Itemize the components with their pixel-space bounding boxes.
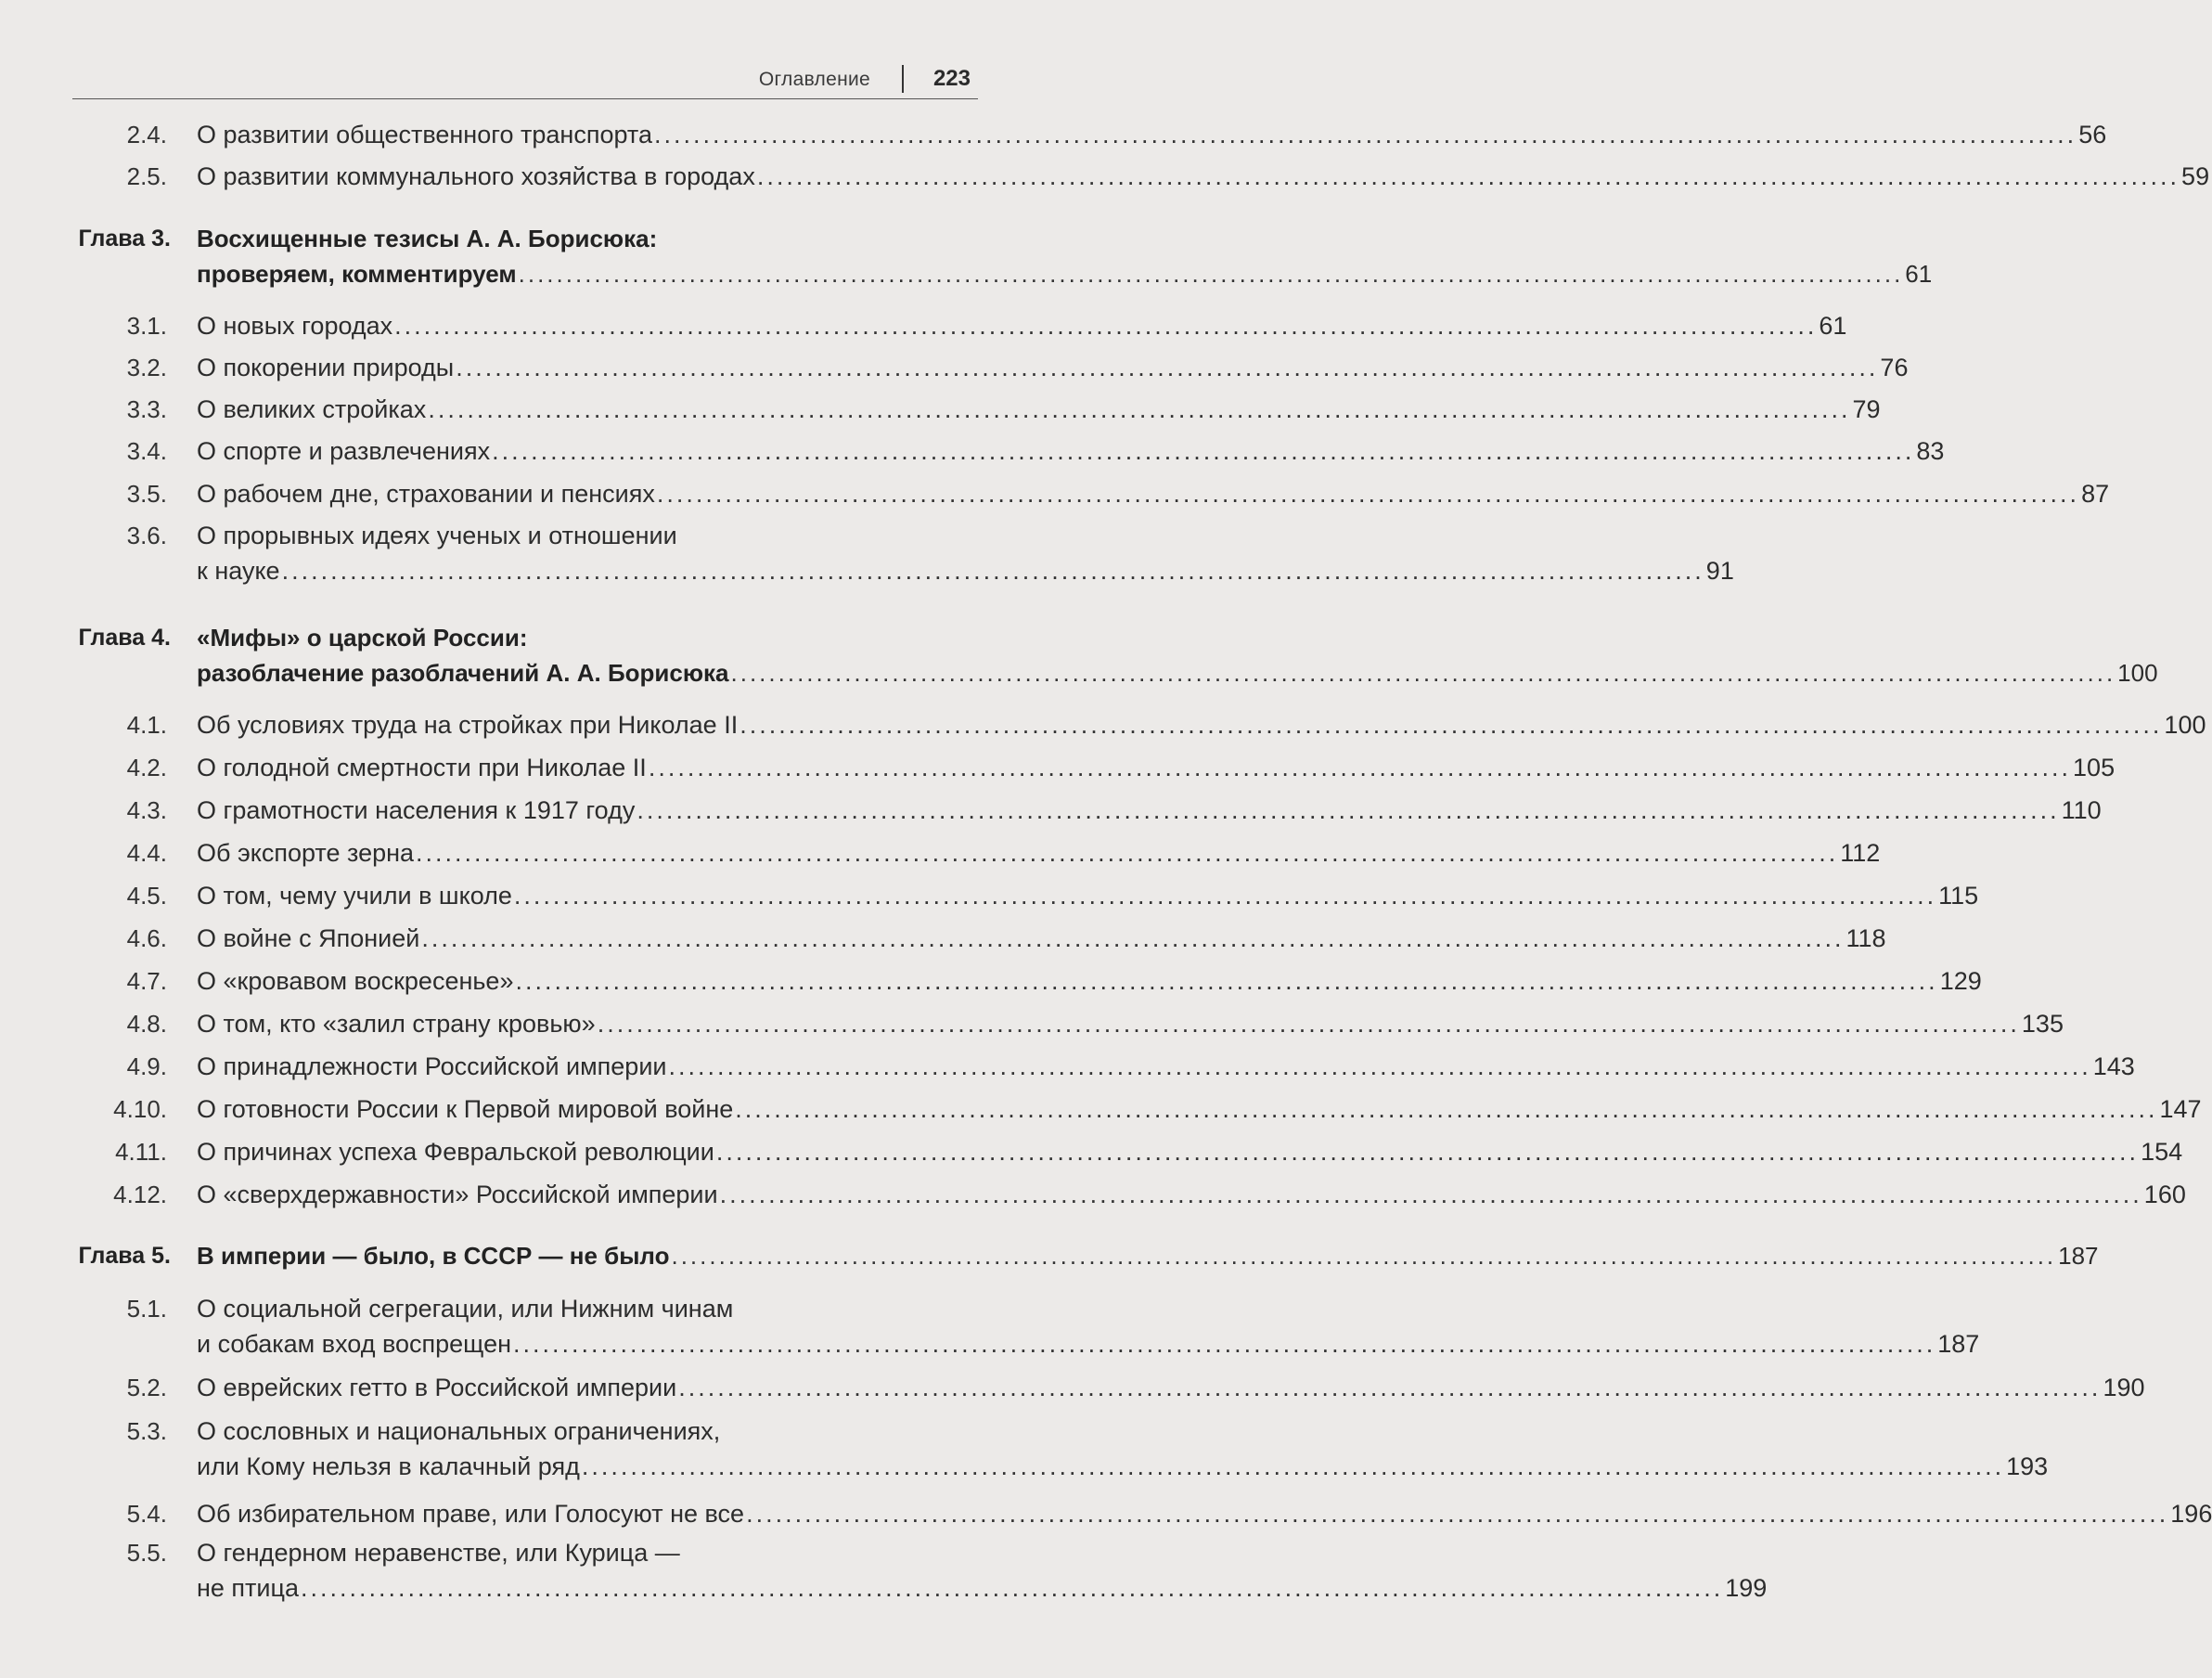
chapter-number: Глава 5. [78,1243,171,1269]
chapter-title-text: разоблачение разоблачений А. А. Борисюка [197,659,729,687]
chapter-title [197,620,2158,691]
toc-entry-number: 3.2. [126,354,167,381]
leader-dots: .................................................................................................................................................. [515,967,1938,995]
toc-entry-text: О еврейских гетто в Российской империи [197,1374,677,1401]
toc-entry-page: 79 [1852,395,1881,423]
toc-entry-number: 4.10. [113,1095,167,1123]
toc-entry-number: 3.6. [126,522,167,549]
leader-dots: .................................................................................................................................................. [421,924,1845,952]
toc-entry-number: 5.2. [126,1374,167,1401]
chapter-title [197,221,1933,291]
toc-entry-number: 4.12. [113,1181,167,1208]
toc-entry-text: к науке [197,557,280,585]
leader-dots: .................................................................................................................................................. [648,754,2072,781]
toc-entry-title [197,793,2102,828]
toc-entry-page: 135 [2021,1010,2064,1038]
toc-entry-text: О развитии коммунального хозяйства в городах [197,162,755,190]
toc-entry-number: 4.3. [126,796,167,824]
toc-entry-title [197,518,1734,588]
leader-dots: .................................................................................................................................................. [637,796,2060,824]
toc-entry-page: 143 [2092,1052,2135,1080]
toc-entry-page: 100 [2117,659,2158,687]
header-separator [902,65,904,93]
toc-entry-page: 147 [2159,1095,2202,1123]
toc-entry-page: 115 [1938,882,1979,910]
toc-entry-line: О прорывных идеях ученых и отношении [197,522,677,549]
leader-dots: .................................................................................................................................................. [756,162,2180,190]
toc-entry-title [197,392,1881,427]
toc-entry-line: О социальной сегрегации, или Нижним чинам [197,1295,734,1323]
toc-entry-text: Об условиях труда на стройках при Николае II [197,711,739,739]
toc-entry-title [197,308,1847,343]
toc-entry-title [197,1413,2049,1484]
toc-entry-text: О голодной смертности при Николае II [197,754,647,781]
chapter-number: Глава 4. [78,625,171,651]
toc-entry-page: 59 [2181,162,2210,190]
toc-entry-title [197,1134,2183,1169]
toc-entry-number: 5.4. [126,1500,167,1528]
toc-entry-text: и собакам вход воспрещен [197,1330,512,1358]
toc-entry-number: 4.2. [126,754,167,781]
toc-entry-title [197,963,1982,999]
toc-entry-line: О сословных и национальных ограничениях, [197,1417,721,1445]
toc-entry-number: 4.11. [115,1138,167,1166]
leader-dots: .................................................................................................................................................. [719,1181,2142,1208]
toc-entry-number: 4.4. [126,839,167,867]
toc-entry-number: 4.6. [126,924,167,952]
toc-entry-text: О развитии общественного транспорта [197,121,652,148]
toc-entry-page: 199 [1725,1574,1768,1602]
toc-entry-number: 3.1. [126,312,167,340]
toc-entry-line: О гендерном неравенстве, или Курица — [197,1539,680,1567]
toc-entry-text: О грамотности населения к 1917 году [197,796,636,824]
toc-entry-number: 2.5. [126,162,167,190]
chapter-title-text: проверяем, комментируем [197,260,517,288]
toc-entry-title [197,350,1909,385]
toc-entry-page: 118 [1845,924,1886,952]
chapter-title-text: В империи — было, в СССР — не было [197,1242,670,1270]
toc-entry-number: 2.4. [126,121,167,148]
toc-entry-title [197,1177,2186,1212]
toc-entry-page: 160 [2143,1181,2186,1208]
chapter-title [197,1238,2099,1273]
toc-entry-text: О «сверхдержавности» Российской империи [197,1181,718,1208]
toc-entry-title [197,835,1881,871]
leader-dots: .................................................................................................................................................. [518,260,1904,288]
leader-dots: .................................................................................................................................................. [656,480,2080,508]
toc-entry-page: 87 [2081,480,2110,508]
leader-dots: .................................................................................................................................................. [730,659,2116,687]
leader-dots: .................................................................................................................................................. [281,557,1704,585]
leader-dots: .................................................................................................................................................. [492,437,1915,465]
toc-entry-title [197,921,1886,956]
leader-dots: .................................................................................................................................................. [416,839,1839,867]
toc-entry-page: 105 [2073,754,2116,781]
leader-dots: .................................................................................................................................................. [678,1374,2102,1401]
toc-entry-number: 4.9. [126,1052,167,1080]
toc-entry-page: 100 [2164,711,2206,739]
leader-dots: .................................................................................................................................................. [513,882,1937,910]
toc-entry-page: 187 [1937,1330,1980,1358]
toc-entry-text: или Кому нельзя в калачный ряд [197,1452,580,1480]
toc-entry-text: О новых городах [197,312,393,340]
toc-entry-page: 91 [1705,557,1734,585]
leader-dots: .................................................................................................................................................. [597,1010,2020,1038]
leader-dots: .................................................................................................................................................. [653,121,2077,148]
toc-entry-text: О спорте и развлечениях [197,437,491,465]
toc-entry-title [197,1370,2145,1405]
toc-entry-page: 196 [2170,1500,2212,1528]
toc-entry-title [197,1091,2202,1127]
leader-dots: .................................................................................................................................................. [746,1500,2169,1528]
toc-entry-text: О том, чему учили в школе [197,882,512,910]
leader-dots: .................................................................................................................................................. [581,1452,2005,1480]
toc-entry-title [197,476,2110,511]
leader-dots: .................................................................................................................................................. [300,1574,1724,1602]
toc-entry-title [197,750,2116,785]
leader-dots: .................................................................................................................................................. [715,1138,2140,1166]
toc-entry-text: О том, кто «залил страну кровью» [197,1010,596,1038]
leader-dots: .................................................................................................................................................. [735,1095,2158,1123]
toc-entry-text: О готовности России к Первой мировой войне [197,1095,734,1123]
toc-entry-text: О рабочем дне, страховании и пенсиях [197,480,655,508]
chapter-title-line: «Мифы» о царской России: [197,624,528,652]
toc-entry-page: 76 [1880,354,1909,381]
toc-entry-page: 110 [2061,796,2102,824]
toc-entry-title [197,1291,1980,1362]
toc-entry-text: Об избирательном праве, или Голосуют не все [197,1500,745,1528]
toc-entry-number: 4.7. [126,967,167,995]
toc-entry-text: О принадлежности Российской империи [197,1052,667,1080]
header-page-number: 223 [932,66,971,91]
leader-dots: .................................................................................................................................................. [456,354,1879,381]
toc-entry-page: 61 [1905,260,1933,288]
toc-entry-number: 5.5. [126,1539,167,1567]
toc-entry-page: 61 [1819,312,1847,340]
leader-dots: .................................................................................................................................................. [428,395,1851,423]
toc-entry-number: 3.5. [126,480,167,508]
toc-entry-number: 4.5. [126,882,167,910]
toc-entry-text: Об экспорте зерна [197,839,415,867]
chapter-number: Глава 3. [78,226,171,252]
toc-entry-number: 4.8. [126,1010,167,1038]
toc-entry-page: 187 [2058,1242,2099,1270]
toc-entry-title [197,707,2206,742]
toc-entry-title [197,1006,2064,1041]
toc-entry-title [197,1535,1768,1606]
leader-dots: .................................................................................................................................................. [739,711,2163,739]
toc-entry-title [197,878,1979,913]
toc-entry-title [197,1496,2212,1531]
toc-entry-title [197,1049,2135,1084]
toc-entry-text: О войне с Японией [197,924,420,952]
toc-entry-page: 112 [1840,839,1881,867]
toc-entry-page: 154 [2141,1138,2183,1166]
toc-entry-page: 56 [2078,121,2107,148]
toc-entry-text: О покорении природы [197,354,455,381]
header-section-title: Оглавление [758,69,870,90]
chapter-title-line: Восхищенные тезисы А. А. Борисюка: [197,225,658,252]
toc-entry-page: 190 [2103,1374,2145,1401]
toc-entry-text: О «кровавом воскресенье» [197,967,514,995]
leader-dots: .................................................................................................................................................. [671,1242,2057,1270]
leader-dots: .................................................................................................................................................. [668,1052,2091,1080]
toc-entry-number: 3.4. [126,437,167,465]
running-header [72,58,978,99]
toc-entry-text: О причинах успеха Февральской революции [197,1138,714,1166]
toc-entry-text: не птица [197,1574,299,1602]
toc-entry-number: 5.3. [126,1417,167,1445]
toc-entry-number: 4.1. [126,711,167,739]
leader-dots: .................................................................................................................................................. [394,312,1818,340]
toc-entry-text: О великих стройках [197,395,427,423]
toc-entry-page: 129 [1939,967,1982,995]
toc-entry-title [197,433,1945,469]
toc-entry-page: 193 [2006,1452,2049,1480]
toc-entry-title [197,117,2107,152]
toc-entry-number: 3.3. [126,395,167,423]
toc-entry-page: 83 [1916,437,1945,465]
toc-entry-title [197,159,2210,194]
toc-entry-number: 5.1. [126,1295,167,1323]
leader-dots: .................................................................................................................................................. [513,1330,1936,1358]
